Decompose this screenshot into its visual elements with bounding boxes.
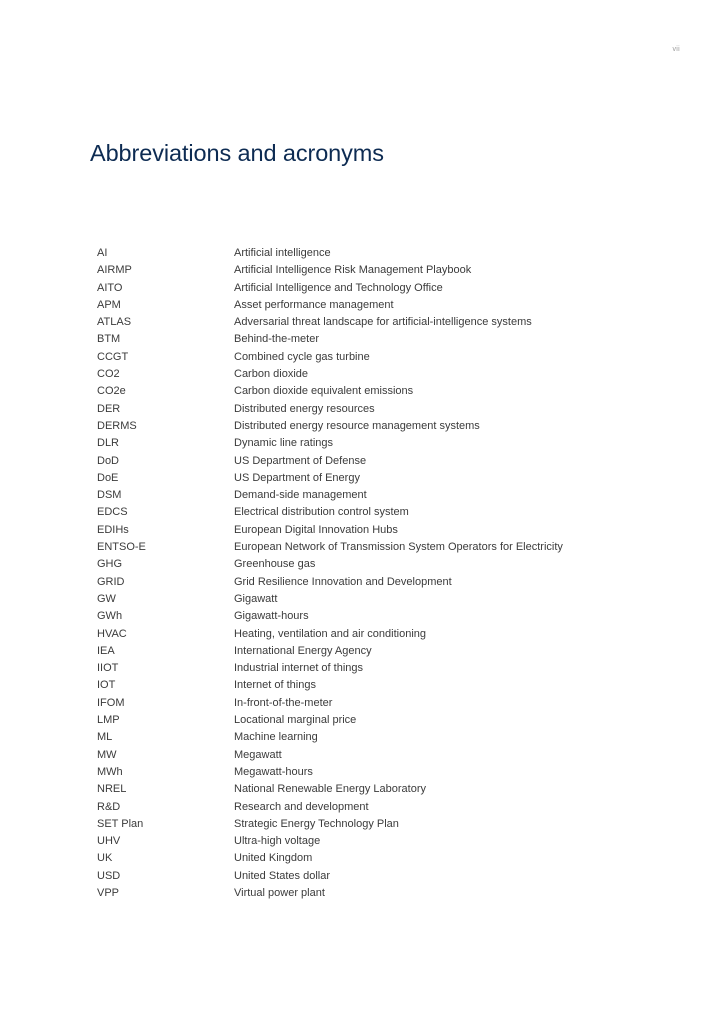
abbreviation-definition: In-front-of-the-meter <box>234 696 333 709</box>
abbreviation-term: ML <box>97 731 113 744</box>
abbreviation-row <box>97 833 697 850</box>
abbreviation-term: DoD <box>97 454 120 467</box>
abbreviation-term: DER <box>97 402 121 415</box>
page-number: vii <box>672 46 680 53</box>
abbreviation-row <box>97 643 697 660</box>
abbreviation-row <box>97 885 697 902</box>
abbreviation-row <box>97 816 697 833</box>
abbreviation-row <box>97 383 697 400</box>
abbreviation-definition: Asset performance management <box>234 298 394 311</box>
abbreviation-row <box>97 608 697 625</box>
abbreviation-definition: Distributed energy resource management systems <box>234 419 480 432</box>
abbreviation-definition: Megawatt <box>234 748 282 761</box>
abbreviation-definition: Electrical distribution control system <box>234 506 409 519</box>
abbreviation-row <box>97 331 697 348</box>
abbreviation-term: GRID <box>97 575 125 588</box>
abbreviation-definition: Strategic Energy Technology Plan <box>234 817 399 830</box>
abbreviation-term: DoE <box>97 471 119 484</box>
abbreviations-list <box>97 245 697 902</box>
abbreviation-definition: United States dollar <box>234 869 330 882</box>
abbreviation-row <box>97 297 697 314</box>
abbreviation-definition: Virtual power plant <box>234 886 325 899</box>
abbreviation-row <box>97 314 697 331</box>
abbreviation-definition: Greenhouse gas <box>234 558 316 571</box>
abbreviation-term: AIRMP <box>97 264 132 277</box>
abbreviation-row <box>97 504 697 521</box>
abbreviation-definition: Megawatt-hours <box>234 765 313 778</box>
abbreviation-definition: Artificial Intelligence and Technology Office <box>234 281 443 294</box>
abbreviation-row <box>97 539 697 556</box>
abbreviation-term: DSM <box>97 489 122 502</box>
abbreviation-term: BTM <box>97 333 121 346</box>
abbreviation-term: GW <box>97 592 116 605</box>
abbreviation-definition: Research and development <box>234 800 369 813</box>
abbreviation-definition: Demand-side management <box>234 489 367 502</box>
abbreviation-term: ENTSO-E <box>97 541 146 554</box>
abbreviation-definition: United Kingdom <box>234 852 313 865</box>
abbreviation-definition: US Department of Energy <box>234 471 360 484</box>
abbreviation-row <box>97 487 697 504</box>
abbreviation-row <box>97 556 697 573</box>
abbreviation-row <box>97 245 697 262</box>
abbreviation-definition: National Renewable Energy Laboratory <box>234 783 427 796</box>
abbreviation-definition: Internet of things <box>234 679 316 692</box>
abbreviation-definition: European Digital Innovation Hubs <box>234 523 398 536</box>
abbreviation-term: HVAC <box>97 627 127 640</box>
abbreviation-term: USD <box>97 869 121 882</box>
abbreviation-definition: Gigawatt <box>234 592 278 605</box>
abbreviation-definition: Grid Resilience Innovation and Development <box>234 575 452 588</box>
abbreviation-definition: Gigawatt-hours <box>234 610 309 623</box>
abbreviation-definition: Adversarial threat landscape for artificial-intelligence systems <box>234 316 532 329</box>
abbreviation-term: DERMS <box>97 419 137 432</box>
abbreviation-row <box>97 626 697 643</box>
abbreviation-definition: Locational marginal price <box>234 714 357 727</box>
abbreviation-row <box>97 262 697 279</box>
abbreviation-definition: Heating, ventilation and air conditioning <box>234 627 427 640</box>
abbreviation-term: IIOT <box>97 662 119 675</box>
page-title: Abbreviations and acronyms <box>90 140 384 166</box>
abbreviation-row <box>97 781 697 798</box>
abbreviation-row <box>97 660 697 677</box>
abbreviation-row <box>97 470 697 487</box>
abbreviation-row <box>97 574 697 591</box>
abbreviation-term: IEA <box>97 644 115 657</box>
abbreviation-definition: Artificial Intelligence Risk Management Playbook <box>234 264 472 277</box>
abbreviation-term: SET Plan <box>97 817 144 830</box>
abbreviation-definition: Distributed energy resources <box>234 402 375 415</box>
abbreviation-row <box>97 868 697 885</box>
abbreviation-term: AI <box>97 247 108 259</box>
abbreviation-definition: Dynamic line ratings <box>234 437 334 450</box>
abbreviation-term: NREL <box>97 783 127 796</box>
abbreviation-row <box>97 799 697 816</box>
abbreviation-term: APM <box>97 298 121 311</box>
abbreviation-row <box>97 747 697 764</box>
abbreviation-row <box>97 418 697 435</box>
abbreviation-term: CCGT <box>97 350 129 363</box>
abbreviation-term: IFOM <box>97 696 125 709</box>
abbreviation-term: MWh <box>97 765 123 778</box>
abbreviation-definition: International Energy Agency <box>234 644 372 657</box>
abbreviation-term: CO2e <box>97 385 126 398</box>
abbreviation-term: DLR <box>97 437 120 450</box>
abbreviation-definition: Carbon dioxide equivalent emissions <box>234 385 414 398</box>
abbreviation-definition: Combined cycle gas turbine <box>234 350 370 363</box>
abbreviation-row <box>97 401 697 418</box>
abbreviation-definition: US Department of Defense <box>234 454 367 467</box>
abbreviation-term: UK <box>97 852 113 865</box>
abbreviation-term: LMP <box>97 714 120 727</box>
abbreviation-term: VPP <box>97 886 120 899</box>
abbreviation-row <box>97 280 697 297</box>
abbreviation-row <box>97 712 697 729</box>
abbreviation-definition: Ultra-high voltage <box>234 835 321 848</box>
abbreviation-term: GWh <box>97 610 123 623</box>
abbreviation-definition: Machine learning <box>234 731 318 744</box>
abbreviation-definition: Industrial internet of things <box>234 662 364 675</box>
abbreviation-row <box>97 591 697 608</box>
abbreviation-row <box>97 695 697 712</box>
abbreviation-term: UHV <box>97 835 121 848</box>
abbreviation-row <box>97 764 697 781</box>
abbreviation-row <box>97 453 697 470</box>
abbreviation-term: IOT <box>97 679 116 692</box>
abbreviation-term: EDIHs <box>97 523 129 536</box>
abbreviation-term: R&D <box>97 800 121 813</box>
abbreviation-term: GHG <box>97 558 123 571</box>
abbreviation-row <box>97 850 697 867</box>
abbreviation-term: AITO <box>97 281 123 294</box>
abbreviation-term: EDCS <box>97 506 128 519</box>
abbreviation-definition: European Network of Transmission System Operators for Electricity <box>234 541 563 554</box>
abbreviation-row <box>97 729 697 746</box>
abbreviation-definition: Carbon dioxide <box>234 368 308 381</box>
abbreviation-row <box>97 522 697 539</box>
abbreviation-row <box>97 366 697 383</box>
abbreviation-definition: Artificial intelligence <box>234 247 331 259</box>
abbreviation-definition: Behind-the-meter <box>234 333 319 346</box>
abbreviation-term: ATLAS <box>97 316 132 329</box>
abbreviation-row <box>97 435 697 452</box>
abbreviation-row <box>97 349 697 366</box>
abbreviation-term: MW <box>97 748 117 761</box>
abbreviation-term: CO2 <box>97 368 120 381</box>
abbreviation-row <box>97 677 697 694</box>
